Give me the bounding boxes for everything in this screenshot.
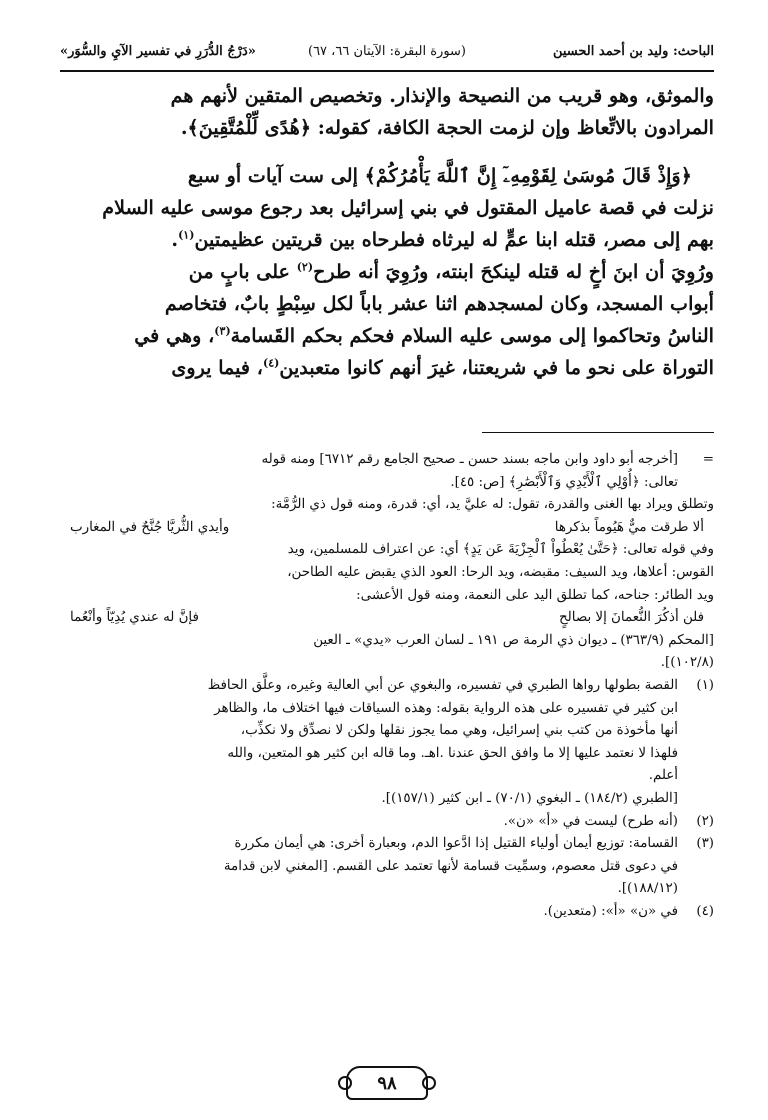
footnote-line: (١٠٢/٨)]. — [660, 655, 714, 671]
footnote-separator — [482, 432, 714, 433]
page-number-area — [60, 1066, 714, 1100]
footnote-number: (٤) — [696, 903, 714, 919]
footnote-line: وفي قوله تعالى: ﴿حَتَّىٰ يُعْطُواْ ٱلْجِزْيَةَ عَن يَدٍ﴾ أي: عن اعتراف للمسلمين، ويد — [287, 542, 714, 558]
text-segment: على بابٍ من — [188, 260, 291, 283]
text-line: نزلت في قصة عاميل المقتول في بني إسرائيل بعد رجوع موسى عليه السلام — [102, 196, 714, 219]
text-segment: ، فيما يروى — [171, 356, 263, 379]
footnote-ref-1[interactable]: (١) — [178, 228, 195, 242]
footnote-ref-4[interactable]: (٤) — [262, 356, 280, 370]
footnote-line: ويد الطائر: جناحه، كما تطلق اليد على النعمة، ومنه قول الأعشى: — [356, 587, 714, 603]
footnote-line: [أخرجه أبو داود وابن ماجه بسند حسن ـ صحيح الجامع رقم ٦٧١٢] ومنه قوله — [261, 452, 678, 467]
verse-hemistich-second: وأيدي الثُّريَّا جُنَّحٌ في المغارب — [70, 519, 230, 535]
footnote-line: ابن كثير في تفسيره على هذه الرواية بقوله: وهذه السياقات فيها اختلاف ما، والظاهر — [214, 700, 678, 716]
footnote-ref-2[interactable]: (٢) — [296, 260, 314, 274]
footnote-line: وتطلق ويراد بها الغنى والقدرة، تقول: له عليَّ يد، أي: قدرة، ومنه قول ذي الرُّمَّة: — [271, 497, 714, 513]
footnote-block — [60, 494, 714, 675]
footnote-marker: = — [702, 452, 714, 467]
footnote-3 — [60, 833, 714, 901]
verse-hemistich-second: فإنَّ له عندي يُدِيّاً وأنْعُما — [70, 610, 199, 626]
footnote-ref-3[interactable]: (٣) — [214, 324, 231, 338]
text-segment: ورُوِيَ أن ابنَ أخٍ له قتله لينكحَ ابنته، ورُوِيَ أنه طرح — [313, 260, 714, 283]
book-page — [60, 38, 714, 1094]
footnote-line: في «ن» «أ»: (متعدين). — [543, 903, 678, 919]
text-segment: الناسُ وتحاكموا إلى موسى عليه السلام فحكم بحكم القَسامة — [230, 324, 714, 347]
text-line — [60, 352, 714, 384]
footnote-line: في دعوى قتل معصوم، وسمِّيت قسامة لأنها تعتمد على القسم. [المغني لابن قدامة — [223, 858, 678, 874]
footnote-number: (١) — [696, 677, 714, 693]
header-book-title: «دَرْجُ الدُّرَرِ في تفسير الآيِ والسُّوَر» — [60, 44, 256, 59]
footnote-line: فلهذا لا نعتمد عليها إلا ما وافق الحق عندنا .اهـ. وما قاله ابن كثير هو المتعين، والله — [227, 745, 678, 761]
footnote-2 — [60, 811, 714, 834]
footnote-line: (أنه طرح) ليست في «أ» «ن». — [503, 813, 678, 829]
footnote-line: (١٨٨/١٢)]. — [617, 881, 678, 897]
page-number: ٩٨ — [346, 1066, 428, 1100]
text-line — [60, 320, 714, 352]
text-line: بهم إلى مصر، قتله ابنا عمٍّ له ليرثاه فطرحاه بين قريتين عظيمتين$^{(١)}$. — [171, 228, 714, 251]
text-segment: بهم إلى مصر، قتله ابنا عمٍّ له ليرثاه فطرحاه بين قريتين عظيمتين — [194, 228, 714, 251]
verse-hemistich-first: فلن أذكُرَ النُّعمانَ إلا بصالحٍ — [559, 610, 704, 626]
footnote-number: (٢) — [696, 813, 714, 829]
verse-hemistich-first: ألا طرقت ميٌّ هَيُوماً بذكرها — [554, 519, 704, 535]
poetry-verse — [60, 517, 714, 540]
footnote-line: أنها مأخوذة من كتب بني إسرائيل، وهي مما يجوز نقلها ولكن لا نصدِّق ولا نكذِّب، — [240, 723, 678, 739]
footnote-4 — [60, 901, 714, 924]
poetry-verse — [60, 607, 714, 630]
text-segment: التوراة على نحو ما في شريعتنا، غيرَ أنهم كانوا متعبدين — [279, 356, 714, 379]
header-surah: (سورة البقرة: الآيتان ٦٦، ٦٧) — [307, 44, 467, 59]
footnote-line: القصة بطولها رواها الطبري في تفسيره، والبغوي عن أبي العالية وغيره، وعلَّق الحافظ — [207, 677, 678, 693]
text-line: والموثق، وهو قريب من النصيحة والإنذار. وتخصيص المتقين لأنهم هم — [170, 84, 714, 107]
footnote-line: [المحكم (٣٦٣/٩) ـ ديوان ذي الرمة ص ١٩١ ـ لسان العرب «يدي» ـ العين — [313, 632, 714, 648]
text-line: المرادون بالاتِّعاظ وإن لزمت الحجة الكافة، كقوله: ﴿هُدًى لِّلْمُتَّقِينَ﴾. — [180, 116, 714, 139]
footnote-1 — [60, 675, 714, 811]
text-line: ﴿وَإِذْ قَالَ مُوسَىٰ لِقَوْمِهِۦٓ إِنَّ ٱللَّهَ يَأْمُرُكُمْ﴾ إلى ست آيات أو سبع — [187, 164, 692, 187]
text-line — [60, 256, 714, 288]
header-author: الباحث: وليد بن أحمد الحسين — [552, 44, 714, 59]
footnotes — [60, 449, 714, 923]
running-header — [60, 38, 714, 72]
footnote-line: تعالى: ﴿أُوْلِي ٱلْأَيْدِي وَٱلْأَبْصَٰرِ﴾ [ص: ٤٥]. — [450, 474, 678, 490]
footnote-number: (٣) — [696, 836, 714, 852]
footnote-line: أعلم. — [648, 768, 678, 784]
text-segment: ، وهي في — [134, 324, 215, 347]
text-line: أبواب المسجد، وكان لمسجدهم اثنا عشر باباً لكل سِبْطٍ بابٌ، فتخاصم — [164, 292, 714, 315]
footnote-continuation — [60, 449, 714, 494]
footnote-line: القسامة: توزيع أيمان أولياء القتيل إذا ادَّعوا الدم، وبعبارة أخرى: هي أيمان مكررة — [234, 836, 678, 852]
footnote-line: [الطبري (١٨٤/٢) ـ البغوي (٧٠/١) ـ ابن كثير (١٥٧/١)]. — [381, 790, 678, 806]
main-text — [60, 80, 714, 384]
footnote-line: القوس: أعلاها، ويد السيف: مقبضه، ويد الرحا: العود الذي يقبض عليه الطاحن، — [287, 564, 714, 580]
